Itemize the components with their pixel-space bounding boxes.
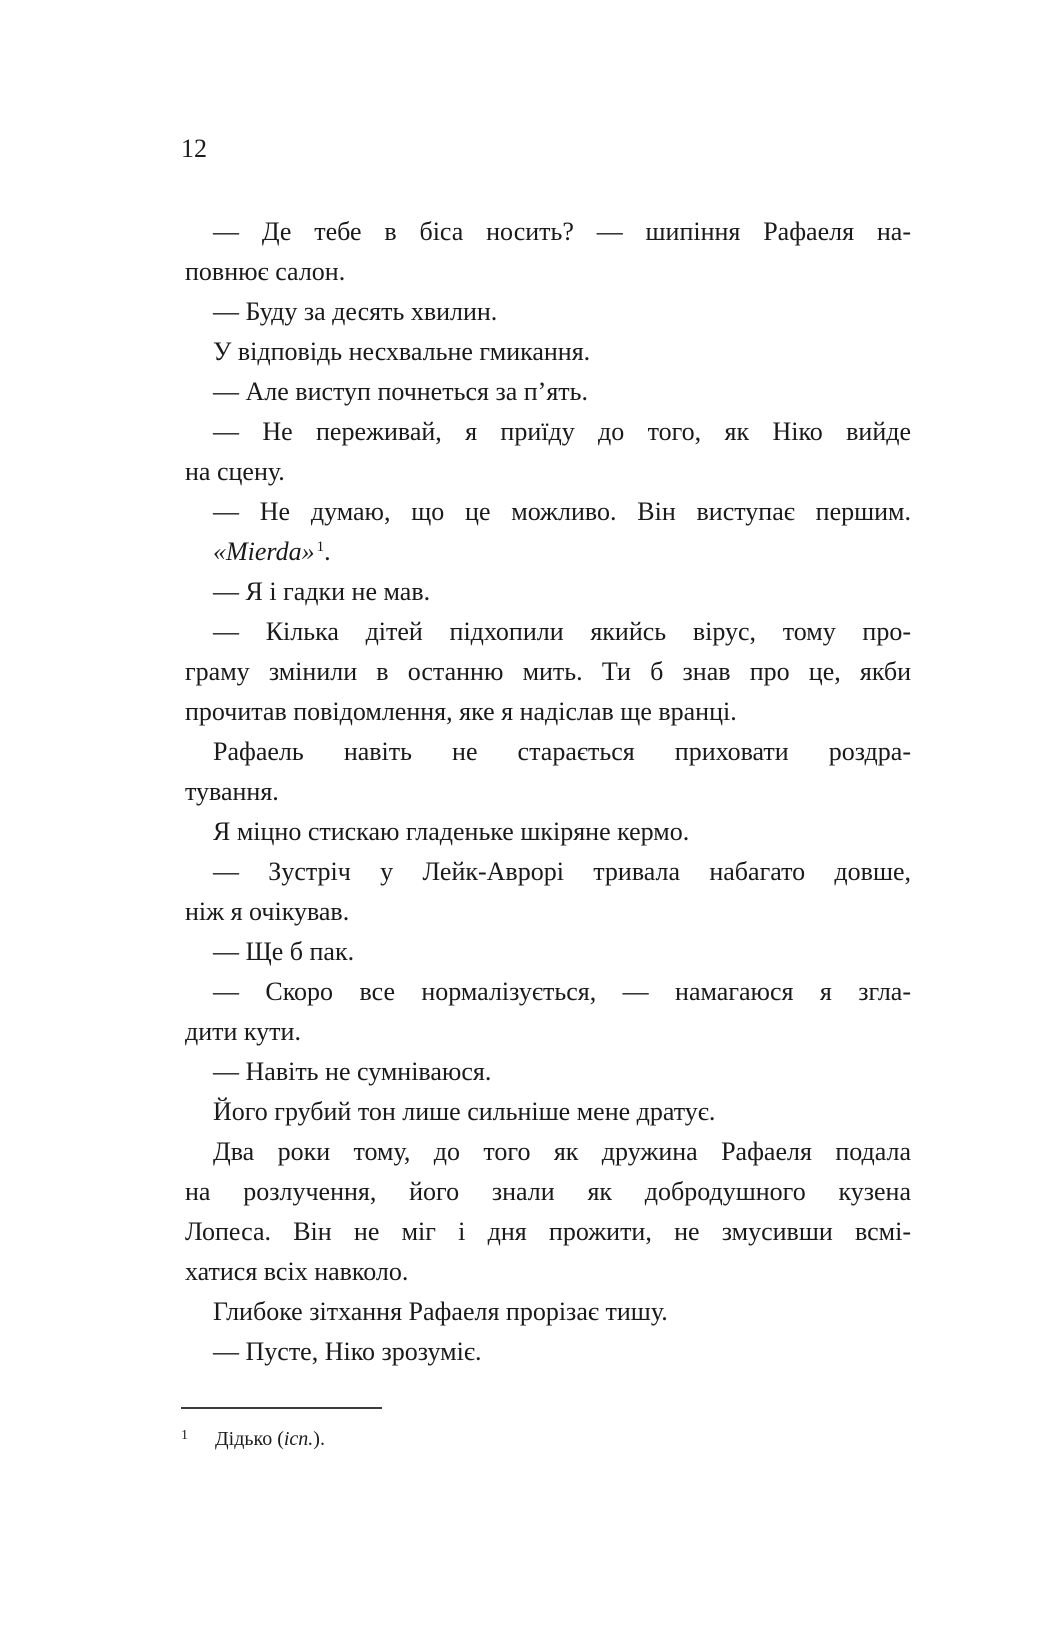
text-line: — Буду за десять хвилин. (213, 297, 498, 326)
text-line: дити кути. (185, 1017, 301, 1046)
text-line: — Навіть не сумніваюся. (213, 1057, 492, 1086)
text-line: тування. (185, 777, 279, 806)
page-number: 12 (181, 134, 207, 163)
text-line: — Кілька дітей підхопили якийсь вірус, тому про- (213, 617, 911, 646)
text-line: Його грубий тон лише сильніше мене дратує. (213, 1097, 716, 1126)
text-line: — Скоро все нормалізується, — намагаюся я згла- (213, 977, 911, 1006)
text-line: Лопеса. Він не міг і дня прожити, не змусивши всмі- (185, 1217, 911, 1246)
footnote-marker: 1 (181, 1428, 188, 1443)
text-line: Два роки тому, до того як дружина Рафаеля подала (213, 1137, 911, 1166)
text-line: — Не думаю, що це можливо. Він виступає першим. (213, 497, 911, 526)
text-line: на сцену. (185, 457, 285, 486)
footnote (181, 1423, 911, 1452)
text-line: — Але виступ почнеться за п’ять. (213, 377, 589, 406)
footnote-text: Дідько (ісп.). (215, 1428, 325, 1450)
text-line: Рафаель навіть не старається приховати роздра- (213, 737, 911, 766)
text-line: У відповідь несхвальне гмикання. (213, 337, 591, 366)
text-line: граму змінили в останню мить. Ти б знав про це, якби (185, 657, 911, 686)
text-line: хатися всіх навколо. (185, 1257, 409, 1286)
text-line: повнює салон. (185, 257, 346, 286)
text-line: прочитав повідомлення, яке я надіслав ще вранці. (185, 697, 737, 726)
body-text (185, 212, 911, 1372)
footnote-separator (181, 1407, 382, 1409)
text-line: «Mierda» $^1$. (213, 537, 331, 566)
text-line: — Пусте, Ніко зрозуміє. (213, 1337, 482, 1366)
text-line: Я міцно стискаю гладеньке шкіряне кермо. (213, 817, 690, 846)
text-line: — Не переживай, я приїду до того, як Ніко вийде (213, 417, 911, 446)
text-line: на розлучення, його знали як добродушного кузена (185, 1177, 911, 1206)
text-line: — Я і гадки не мав. (213, 577, 431, 606)
text-line: — Зустріч у Лейк-Аврорі тривала набагато довше, (213, 857, 911, 886)
text-line: — Де тебе в біса носить? — шипіння Рафаеля на- (213, 217, 911, 246)
text-line: — Ще б пак. (213, 937, 355, 966)
text-line: ніж я очікував. (185, 897, 350, 926)
text-line: Глибоке зітхання Рафаеля прорізає тишу. (213, 1297, 668, 1326)
